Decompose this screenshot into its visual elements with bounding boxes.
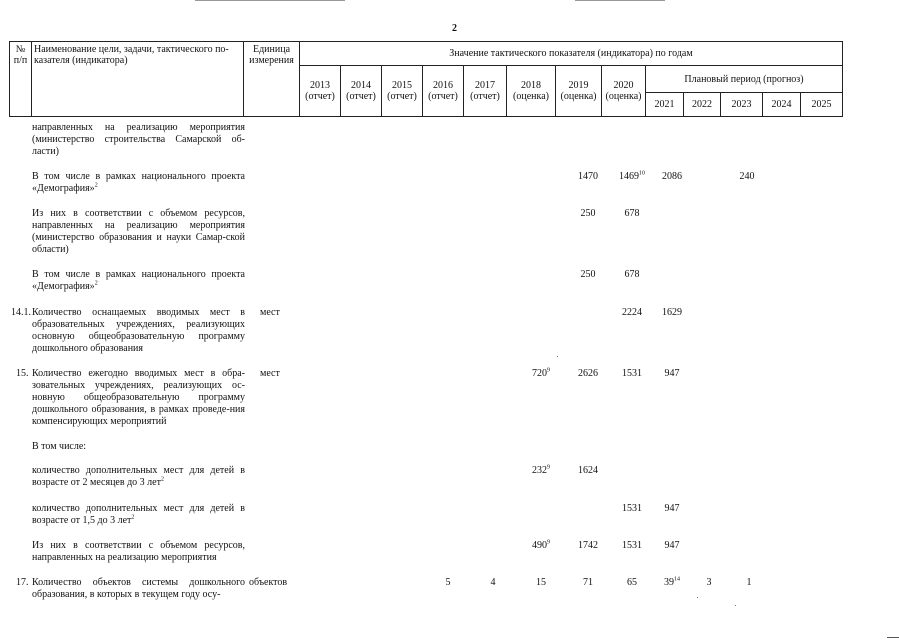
row-text: В том числе в рамках национального проекта «Демография»$^2$: [32, 171, 245, 194]
scan-top-line: [195, 0, 345, 1]
value-2018: $720^9$: [532, 367, 550, 379]
value-2021: 947: [664, 503, 680, 514]
unit-header: Единица измерения: [244, 42, 300, 117]
value-2020: 1469$^{10}$: [619, 170, 645, 182]
year-2014-header: 2014 (отчет): [341, 66, 382, 117]
row-text: В том числе в рамках национального проекта «Демография»$^2$: [32, 269, 245, 292]
value-2020: 65: [627, 577, 637, 588]
value-2019: 71: [583, 577, 593, 588]
row-text: Из них в соответствии с объемом ресурсов, направленных на реализацию мероприятия (министерство образования и науки Самар-ской области): [32, 208, 245, 255]
row-number: 17.: [16, 577, 29, 588]
row-text: Количество ежегодно вводимых мест в обра-зовательных учреждениях, реализующих ос-новную общеобразовательную программу дошкольного образования, в рамках проведе-ния компенсирующих мероприятий: [32, 368, 245, 427]
scan-dot: [697, 597, 698, 598]
value-2019: 250: [580, 208, 596, 219]
row-text: Количество объектов системы дошкольного образования, в которых в текущем году осу-: [32, 577, 245, 600]
year-2013-header: 2013 (отчет): [300, 66, 341, 117]
value-2019: 2626: [578, 368, 598, 379]
row-unit: мест: [260, 307, 280, 318]
value-2020: 678: [624, 269, 640, 280]
value-2020: 1531: [622, 540, 642, 551]
value-2016: 5: [445, 577, 451, 588]
value-header: Значение тактического показателя (индикатора) по годам: [300, 42, 843, 66]
scan-top-line: [575, 0, 665, 1]
value-2019: 1742: [578, 540, 598, 551]
year-2016-header: 2016 (отчет): [423, 66, 464, 117]
value-2021: 947: [664, 540, 680, 551]
row-number: 14.1.: [11, 307, 31, 318]
year-2022-header: 2022: [684, 93, 721, 117]
scan-dot: [735, 605, 736, 606]
row-unit: мест: [260, 368, 280, 379]
value-2022: 3: [706, 577, 712, 588]
scan-dot: [557, 356, 558, 357]
value-2018: $232^9$: [532, 464, 550, 476]
value-2020: 678: [624, 208, 640, 219]
value-2021: 947: [664, 368, 680, 379]
value-2021: 1629: [662, 307, 682, 318]
value-2017: 4: [490, 577, 496, 588]
year-2017-header: 2017 (отчет): [464, 66, 507, 117]
row-text: направленных на реализацию мероприятия (министерство строительства Самарской об-ласти): [32, 122, 245, 157]
plan-period-header: Плановый период (прогноз): [646, 66, 843, 93]
value-2019: 250: [580, 269, 596, 280]
year-2020-header: 2020 (оценка): [602, 66, 646, 117]
year-2024-header: 2024: [763, 93, 801, 117]
value-2020: 1531: [622, 368, 642, 379]
year-2023-header: 2023: [721, 93, 763, 117]
value-2020: 2224: [622, 307, 642, 318]
year-2025-header: 2025: [801, 93, 843, 117]
value-2023: 240: [739, 171, 755, 182]
year-2021-header: 2021: [646, 93, 684, 117]
value-2021: $39^{14}$: [664, 576, 680, 588]
name-header: Наименование цели, задачи, тактического по-казателя (индикатора): [32, 42, 244, 117]
page-number: 2: [452, 23, 457, 34]
value-2020: 1531: [622, 503, 642, 514]
row-text: В том числе:: [32, 441, 87, 452]
row-text: количество дополнительных мест для детей в возрасте от 1,5 до 3 лет$^2$: [32, 503, 245, 526]
row-unit: объектов: [249, 577, 288, 588]
value-2019: 1624: [578, 465, 598, 476]
num-header: № п/п: [10, 42, 32, 117]
year-2018-header: 2018 (оценка): [507, 66, 556, 117]
value-2021: 2086: [662, 171, 682, 182]
row-text: Из них в соответствии с объемом ресурсов, направленных на реализацию мероприятия: [32, 540, 245, 563]
row-text: Количество оснащаемых вводимых мест в образовательных учреждениях, реализующих основную общеобразовательную программу дошкольного образования: [32, 307, 245, 354]
value-2019: 1470: [578, 171, 598, 182]
value-2023: 1: [746, 577, 752, 588]
year-2015-header: 2015 (отчет): [382, 66, 423, 117]
year-2019-header: 2019 (оценка): [556, 66, 602, 117]
scan-mark: [887, 637, 899, 638]
row-text: количество дополнительных мест для детей в возрасте от 2 месяцев до 3 лет$^2$: [32, 465, 245, 488]
table-header: [9, 41, 843, 117]
row-number: 15.: [16, 368, 29, 379]
value-2018: $490^9$: [532, 539, 550, 551]
value-2018: 15: [536, 577, 546, 588]
